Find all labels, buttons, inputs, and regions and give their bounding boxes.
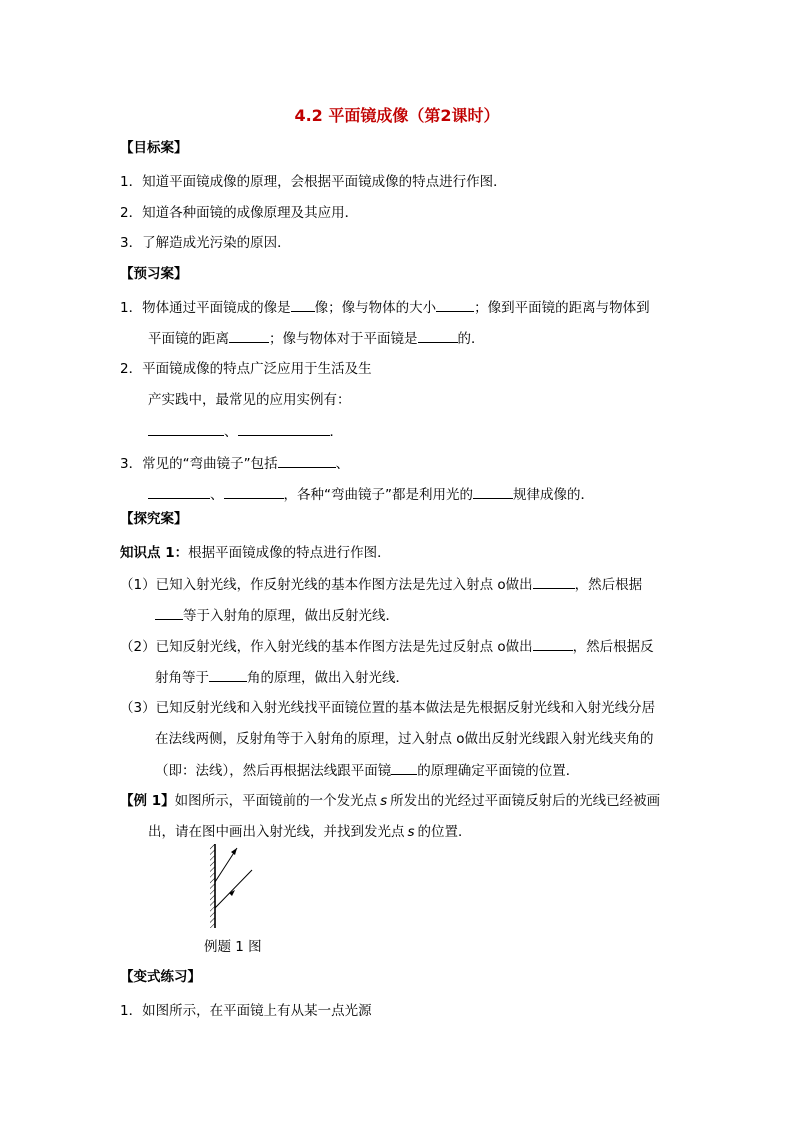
text: 根据平面镜成像的特点进行作图．: [188, 545, 391, 561]
page-title: 4.2 平面镜成像（第2课时）: [294, 106, 500, 125]
practice-q1: 1．如图所示，在平面镜上有从某一点光源: [120, 1003, 372, 1019]
explore-p1-line2: [155, 605, 399, 626]
text: （1）已知入射光线，作反射光线的基本作图方法是先过入射点 o做出: [120, 577, 533, 593]
example-1-line2: [148, 822, 472, 842]
arrowhead: [231, 848, 237, 855]
explore-p2-line2: [155, 667, 409, 688]
text: ；像与物体对于平面镜是: [269, 331, 418, 347]
example-1-line1: [120, 791, 660, 811]
text: 所发出的光经过平面镜反射后的光线已经被画: [390, 793, 661, 809]
blank-field[interactable]: [209, 667, 247, 682]
section-goal: 【目标案】: [120, 140, 188, 156]
section-explore: 【探究案】: [120, 511, 188, 527]
blank-field[interactable]: [238, 421, 330, 436]
blank-field[interactable]: [229, 328, 269, 343]
text: 平面镜的距离: [148, 331, 229, 347]
blank-field[interactable]: [291, 297, 315, 312]
section-practice: 【变式练习】: [120, 969, 201, 985]
text: 的．: [457, 331, 485, 347]
text: 如图所示，平面镜前的一个发光点: [174, 793, 378, 809]
blank-field[interactable]: [418, 328, 458, 343]
preview-q3-line1: [120, 453, 349, 474]
preview-q2-line1: 2．平面镜成像的特点广泛应用于生活及生: [120, 361, 372, 377]
blank-field[interactable]: [155, 605, 183, 620]
blank-field[interactable]: [436, 297, 474, 312]
text: 、: [210, 487, 224, 503]
blank-field[interactable]: [533, 636, 573, 651]
explore-p3-line3: [155, 760, 579, 781]
blank-field[interactable]: [473, 484, 513, 499]
preview-q2-line3: [148, 421, 343, 442]
example-label: 【例 1】: [120, 793, 175, 809]
text: 、: [335, 456, 350, 472]
knowledge-point-label: 知识点 1：: [120, 545, 189, 561]
text: 射角等于: [155, 670, 209, 686]
goal-item-2: 2．知道各种面镜的成像原理及其应用．: [120, 205, 359, 221]
text: 像；像与物体的大小: [314, 300, 437, 316]
explore-p3-line1: （3）已知反射光线和入射光线找平面镜位置的基本做法是先根据反射光线和入射光线分居: [120, 700, 656, 716]
text: 出，请在图中画出入射光线，并找到发光点: [148, 824, 405, 840]
explore-p3-line2: 在法线两侧，反射角等于入射角的原理，过入射点 o做出反射光线跟入射光线夹角的: [155, 731, 654, 747]
text: ．: [329, 424, 343, 440]
reflected-ray-lower: [215, 870, 252, 908]
point-s: s: [380, 793, 388, 809]
explore-p1-line1: [120, 574, 642, 595]
text: 1．物体通过平面镜成的像是: [120, 300, 291, 316]
text: ；像到平面镜的距离与物体到: [474, 300, 650, 316]
text: （即：法线），然后再根据法线跟平面镜: [155, 763, 392, 779]
preview-q1-line1: [120, 297, 650, 318]
section-preview: 【预习案】: [120, 266, 188, 282]
text: 的原理确定平面镜的位置．: [417, 763, 580, 779]
text: （2）已知反射光线，作入射光线的基本作图方法是先过反射点 o做出: [120, 639, 533, 655]
blank-field[interactable]: [148, 421, 224, 436]
text: ，各种“弯曲镜子”都是利用光的: [283, 487, 473, 503]
point-s: s: [407, 824, 415, 840]
text: ，然后根据: [574, 577, 643, 593]
figure-caption: 例题 1 图: [204, 939, 262, 955]
blank-field[interactable]: [391, 760, 417, 775]
blank-field[interactable]: [278, 453, 336, 468]
blank-field[interactable]: [224, 484, 284, 499]
blank-field[interactable]: [533, 574, 575, 589]
blank-field[interactable]: [148, 484, 210, 499]
text: 的位置．: [417, 824, 472, 840]
preview-q2-line2: 产实践中，最常见的应用实例有：: [148, 392, 351, 408]
knowledge-point-1: [120, 543, 391, 563]
text: 、: [224, 424, 238, 440]
text: 等于入射角的原理，做出反射光线．: [183, 608, 399, 624]
text: 角的原理，做出入射光线．: [247, 670, 409, 686]
text: 规律成像的．: [513, 487, 594, 503]
goal-item-3: 3．了解造成光污染的原因．: [120, 235, 291, 251]
preview-q3-line2: [148, 484, 594, 505]
goal-item-1: 1．知道平面镜成像的原理，会根据平面镜成像的特点进行作图．: [120, 174, 507, 190]
text: ，然后根据反: [572, 639, 654, 655]
text: 3．常见的“弯曲镜子”包括: [120, 456, 278, 472]
explore-p2-line1: [120, 636, 654, 657]
preview-q1-line2: [148, 328, 485, 349]
mirror-reflection-figure: [198, 838, 268, 932]
